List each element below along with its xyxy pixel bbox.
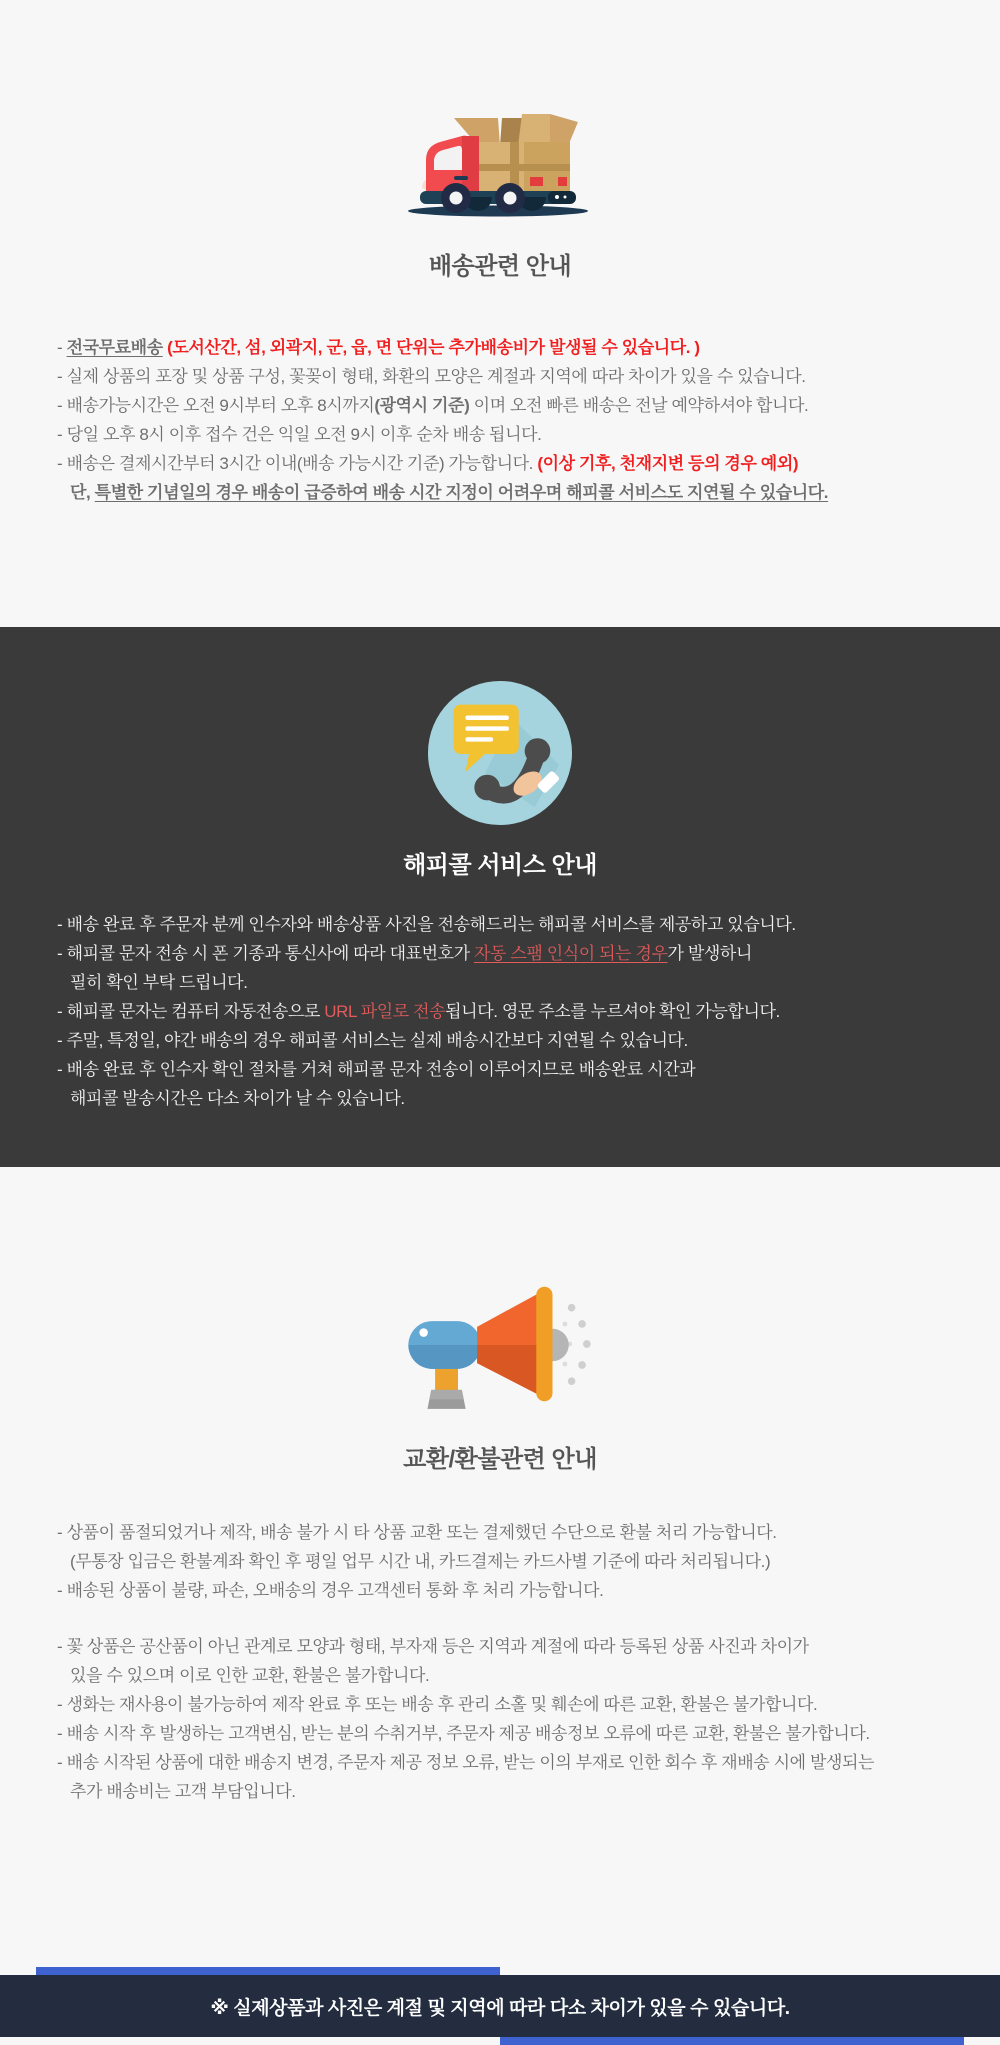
section-happycall-info	[0, 627, 1000, 1167]
section-delivery-info	[0, 0, 1000, 627]
info-line: 추가 배송비는 고객 부담입니다.	[70, 1782, 296, 1801]
footer-notice	[0, 1967, 1000, 2045]
happycall-phone-icon	[0, 679, 1000, 827]
info-line: - 배송은 결제시간부터 3시간 이내(배송 가능시간 기준) 가능합니다. (이상 기후, 천재지변 등의 경우 예외)	[57, 454, 799, 473]
info-line: - 꽃 상품은 공산품이 아닌 관계로 모양과 형태, 부자재 등은 지역과 계절에 따라 등록된 상품 사진과 차이가	[57, 1637, 809, 1656]
footer-notice-bar	[0, 1975, 1000, 2037]
section-title-happycall: 해피콜 서비스 안내	[403, 852, 597, 879]
truck-icon	[0, 84, 1000, 220]
info-line: - 해피콜 문자는 컴퓨터 자동전송으로 URL 파일로 전송됩니다. 영문 주소를 누르셔야 확인 가능합니다.	[57, 1002, 780, 1021]
info-line: - 배송된 상품이 불량, 파손, 오배송의 경우 고객센터 통화 후 처리 가능합니다.	[57, 1581, 604, 1600]
info-line: - 배송 완료 후 인수자 확인 절차를 거쳐 해피콜 문자 전송이 이루어지므로 배송완료 시간과	[57, 1060, 696, 1079]
section-refund-info	[0, 1167, 1000, 1967]
info-line: - 배송 완료 후 주문자 분께 인수자와 배송상품 사진을 전송해드리는 해피콜 서비스를 제공하고 있습니다.	[57, 915, 796, 934]
info-line: - 전국무료배송 (도서산간, 섬, 외곽지, 군, 읍, 면 단위는 추가배송비가 발생될 수 있습니다. )	[57, 338, 700, 357]
footer-accent-stripe-bottom	[500, 2037, 964, 2045]
megaphone-icon	[0, 1271, 1000, 1417]
info-line: 해피콜 발송시간은 다소 차이가 날 수 있습니다.	[70, 1089, 405, 1108]
info-line: - 당일 오후 8시 이후 접수 건은 익일 오전 9시 이후 순차 배송 됩니다.	[57, 425, 542, 444]
info-line: - 생화는 재사용이 불가능하여 제작 완료 후 또는 배송 후 관리 소홀 및 훼손에 따른 교환, 환불은 불가합니다.	[57, 1695, 818, 1714]
footer-accent-stripe-top	[36, 1967, 500, 1975]
info-line: - 배송 시작된 상품에 대한 배송지 변경, 주문자 제공 정보 오류, 받는 이의 부재로 인한 회수 후 재배송 시에 발생되는	[57, 1753, 875, 1772]
footer-notice-text: ※ 실제상품과 사진은 계절 및 지역에 따라 다소 차이가 있을 수 있습니다.	[210, 1997, 790, 2019]
info-line: - 배송가능시간은 오전 9시부터 오후 8시까지(광역시 기준) 이며 오전 빠른 배송은 전날 예약하셔야 합니다.	[57, 396, 809, 415]
info-line: - 실제 상품의 포장 및 상품 구성, 꽃꽂이 형태, 화환의 모양은 계절과 지역에 따라 차이가 있을 수 있습니다.	[57, 367, 806, 386]
info-line: - 해피콜 문자 전송 시 폰 기종과 통신사에 따라 대표번호가 자동 스팸 인식이 되는 경우가 발생하니	[57, 944, 752, 963]
section-title-delivery: 배송관련 안내	[428, 253, 572, 280]
info-line: - 상품이 품절되었거나 제작, 배송 불가 시 타 상품 교환 또는 결제했던 수단으로 환불 처리 가능합니다.	[57, 1523, 777, 1542]
info-line: - 배송 시작 후 발생하는 고객변심, 받는 분의 수취거부, 주문자 제공 배송정보 오류에 따른 교환, 환불은 불가합니다.	[57, 1724, 870, 1743]
happycall-info-lines	[0, 910, 1000, 1113]
info-line: 필히 확인 부탁 드립니다.	[70, 973, 248, 992]
section-title-refund: 교환/환불관련 안내	[403, 1446, 597, 1473]
info-line: 단, 특별한 기념일의 경우 배송이 급증하여 배송 시간 지정이 어려우며 해피콜 서비스도 지연될 수 있습니다.	[70, 483, 829, 502]
info-line: 있을 수 있으며 이로 인한 교환, 환불은 불가합니다.	[70, 1666, 430, 1685]
info-line: - 주말, 특정일, 야간 배송의 경우 해피콜 서비스는 실제 배송시간보다 지연될 수 있습니다.	[57, 1031, 688, 1050]
info-line: (무통장 입금은 환불계좌 확인 후 평일 업무 시간 내, 카드결제는 카드사별 기준에 따라 처리됩니다.)	[70, 1552, 771, 1571]
refund-info-lines	[0, 1518, 1000, 1806]
delivery-info-lines	[0, 333, 1000, 507]
